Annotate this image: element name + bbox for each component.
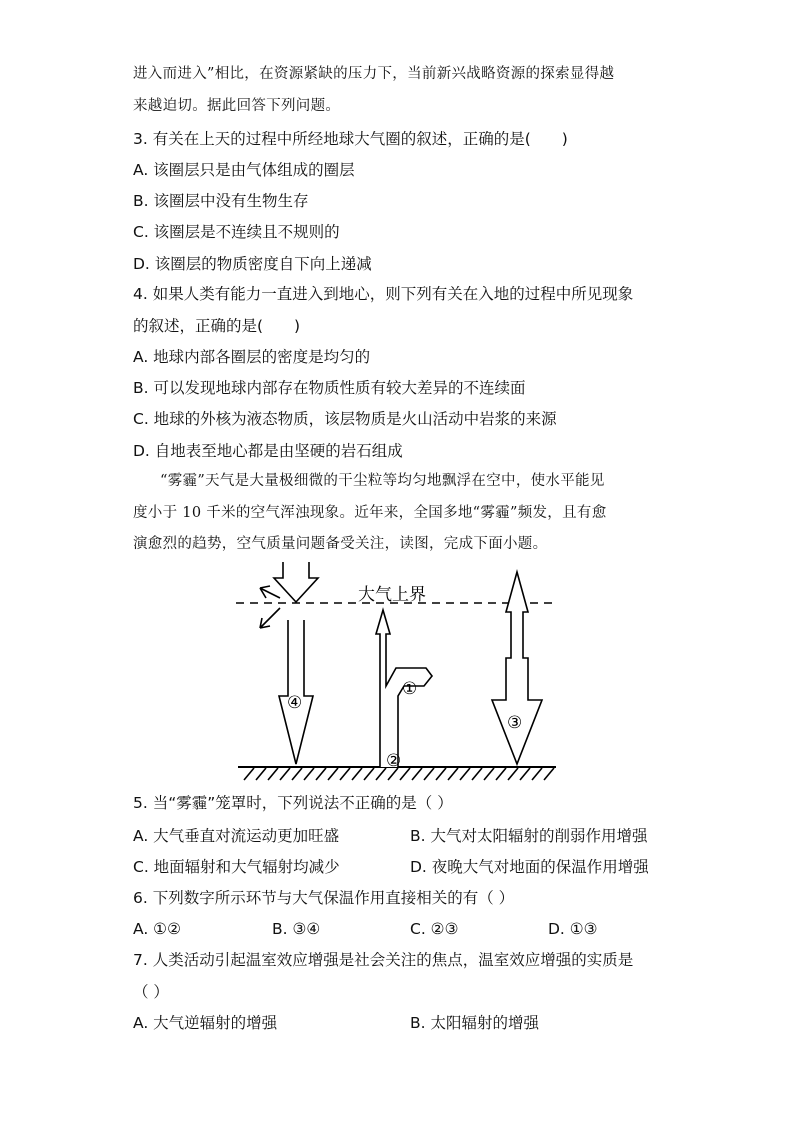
question-7-option-a: A. 大气逆辐射的增强 [133, 1014, 278, 1032]
arrow-4 [279, 620, 313, 764]
question-6-option-c: C. ②③ [410, 920, 459, 938]
solar-radiation-arrow [260, 562, 318, 628]
question-5-stem: 5. 当“雾霾”笼罩时，下列说法不正确的是（ ） [133, 794, 453, 812]
question-4-option-b: B. 可以发现地球内部存在物质性质有较大差异的不连续面 [133, 379, 526, 397]
question-3-stem: 3. 有关在上天的过程中所经地球大气圈的叙述，正确的是( ) [133, 130, 568, 148]
question-5-option-a: A. 大气垂直对流运动更加旺盛 [133, 827, 340, 845]
question-6-option-b: B. ③④ [272, 920, 321, 938]
question-6-option-a: A. ①② [133, 920, 181, 938]
question-4-stem-cont: 的叙述，正确的是( ) [133, 317, 301, 335]
question-4-stem: 4. 如果人类有能力一直进入到地心，则下列有关在入地的过程中所见现象 [133, 285, 634, 303]
atmosphere-radiation-diagram [230, 560, 560, 788]
question-4-option-a: A. 地球内部各圈层的密度是均匀的 [133, 348, 371, 366]
question-4-option-c: C. 地球的外核为液态物质，该层物质是火山活动中岩浆的来源 [133, 410, 557, 428]
question-6-stem: 6. 下列数字所示环节与大气保温作用直接相关的有（ ） [133, 889, 515, 907]
label-1: ① [402, 679, 418, 699]
question-6-option-d: D. ①③ [548, 920, 598, 938]
question-3-option-c: C. 该圈层是不连续且不规则的 [133, 223, 340, 241]
label-3: ③ [507, 713, 523, 733]
passage-text: 进入而进入”相比，在资源紧缺的压力下，当前新兴战略资源的探索显得越 [133, 66, 615, 82]
arrow-3 [492, 572, 542, 764]
question-5-option-c: C. 地面辐射和大气辐射均减少 [133, 858, 340, 876]
label-4: ④ [287, 693, 303, 713]
question-3-option-b: B. 该圈层中没有生物生存 [133, 192, 309, 210]
question-5-option-d: D. 夜晚大气对地面的保温作用增强 [410, 858, 649, 876]
question-5-option-b: B. 大气对太阳辐射的削弱作用增强 [410, 827, 648, 845]
passage-text: 演愈烈的趋势，空气质量问题备受关注，读图，完成下面小题。 [133, 536, 548, 552]
question-7-option-b: B. 太阳辐射的增强 [410, 1014, 539, 1032]
question-3-option-a: A. 该圈层只是由气体组成的圈层 [133, 161, 355, 179]
label-2: ② [386, 751, 402, 771]
passage-text: “雾霾”天气是大量极细微的干尘粒等均匀地飘浮在空中，使水平能见 [160, 473, 605, 489]
question-3-option-d: D. 该圈层的物质密度自下向上递减 [133, 255, 372, 273]
boundary-label: 大气上界 [358, 585, 426, 605]
passage-text: 来越迫切。据此回答下列问题。 [133, 98, 341, 114]
question-7-stem: 7. 人类活动引起温室效应增强是社会关注的焦点，温室效应增强的实质是 [133, 951, 634, 969]
question-7-stem-cont: （ ） [133, 983, 169, 1001]
question-4-option-d: D. 自地表至地心都是由坚硬的岩石组成 [133, 442, 403, 460]
passage-text: 度小于 10 千米的空气浑浊现象。近年来，全国多地“雾霾”频发，且有愈 [133, 505, 607, 521]
